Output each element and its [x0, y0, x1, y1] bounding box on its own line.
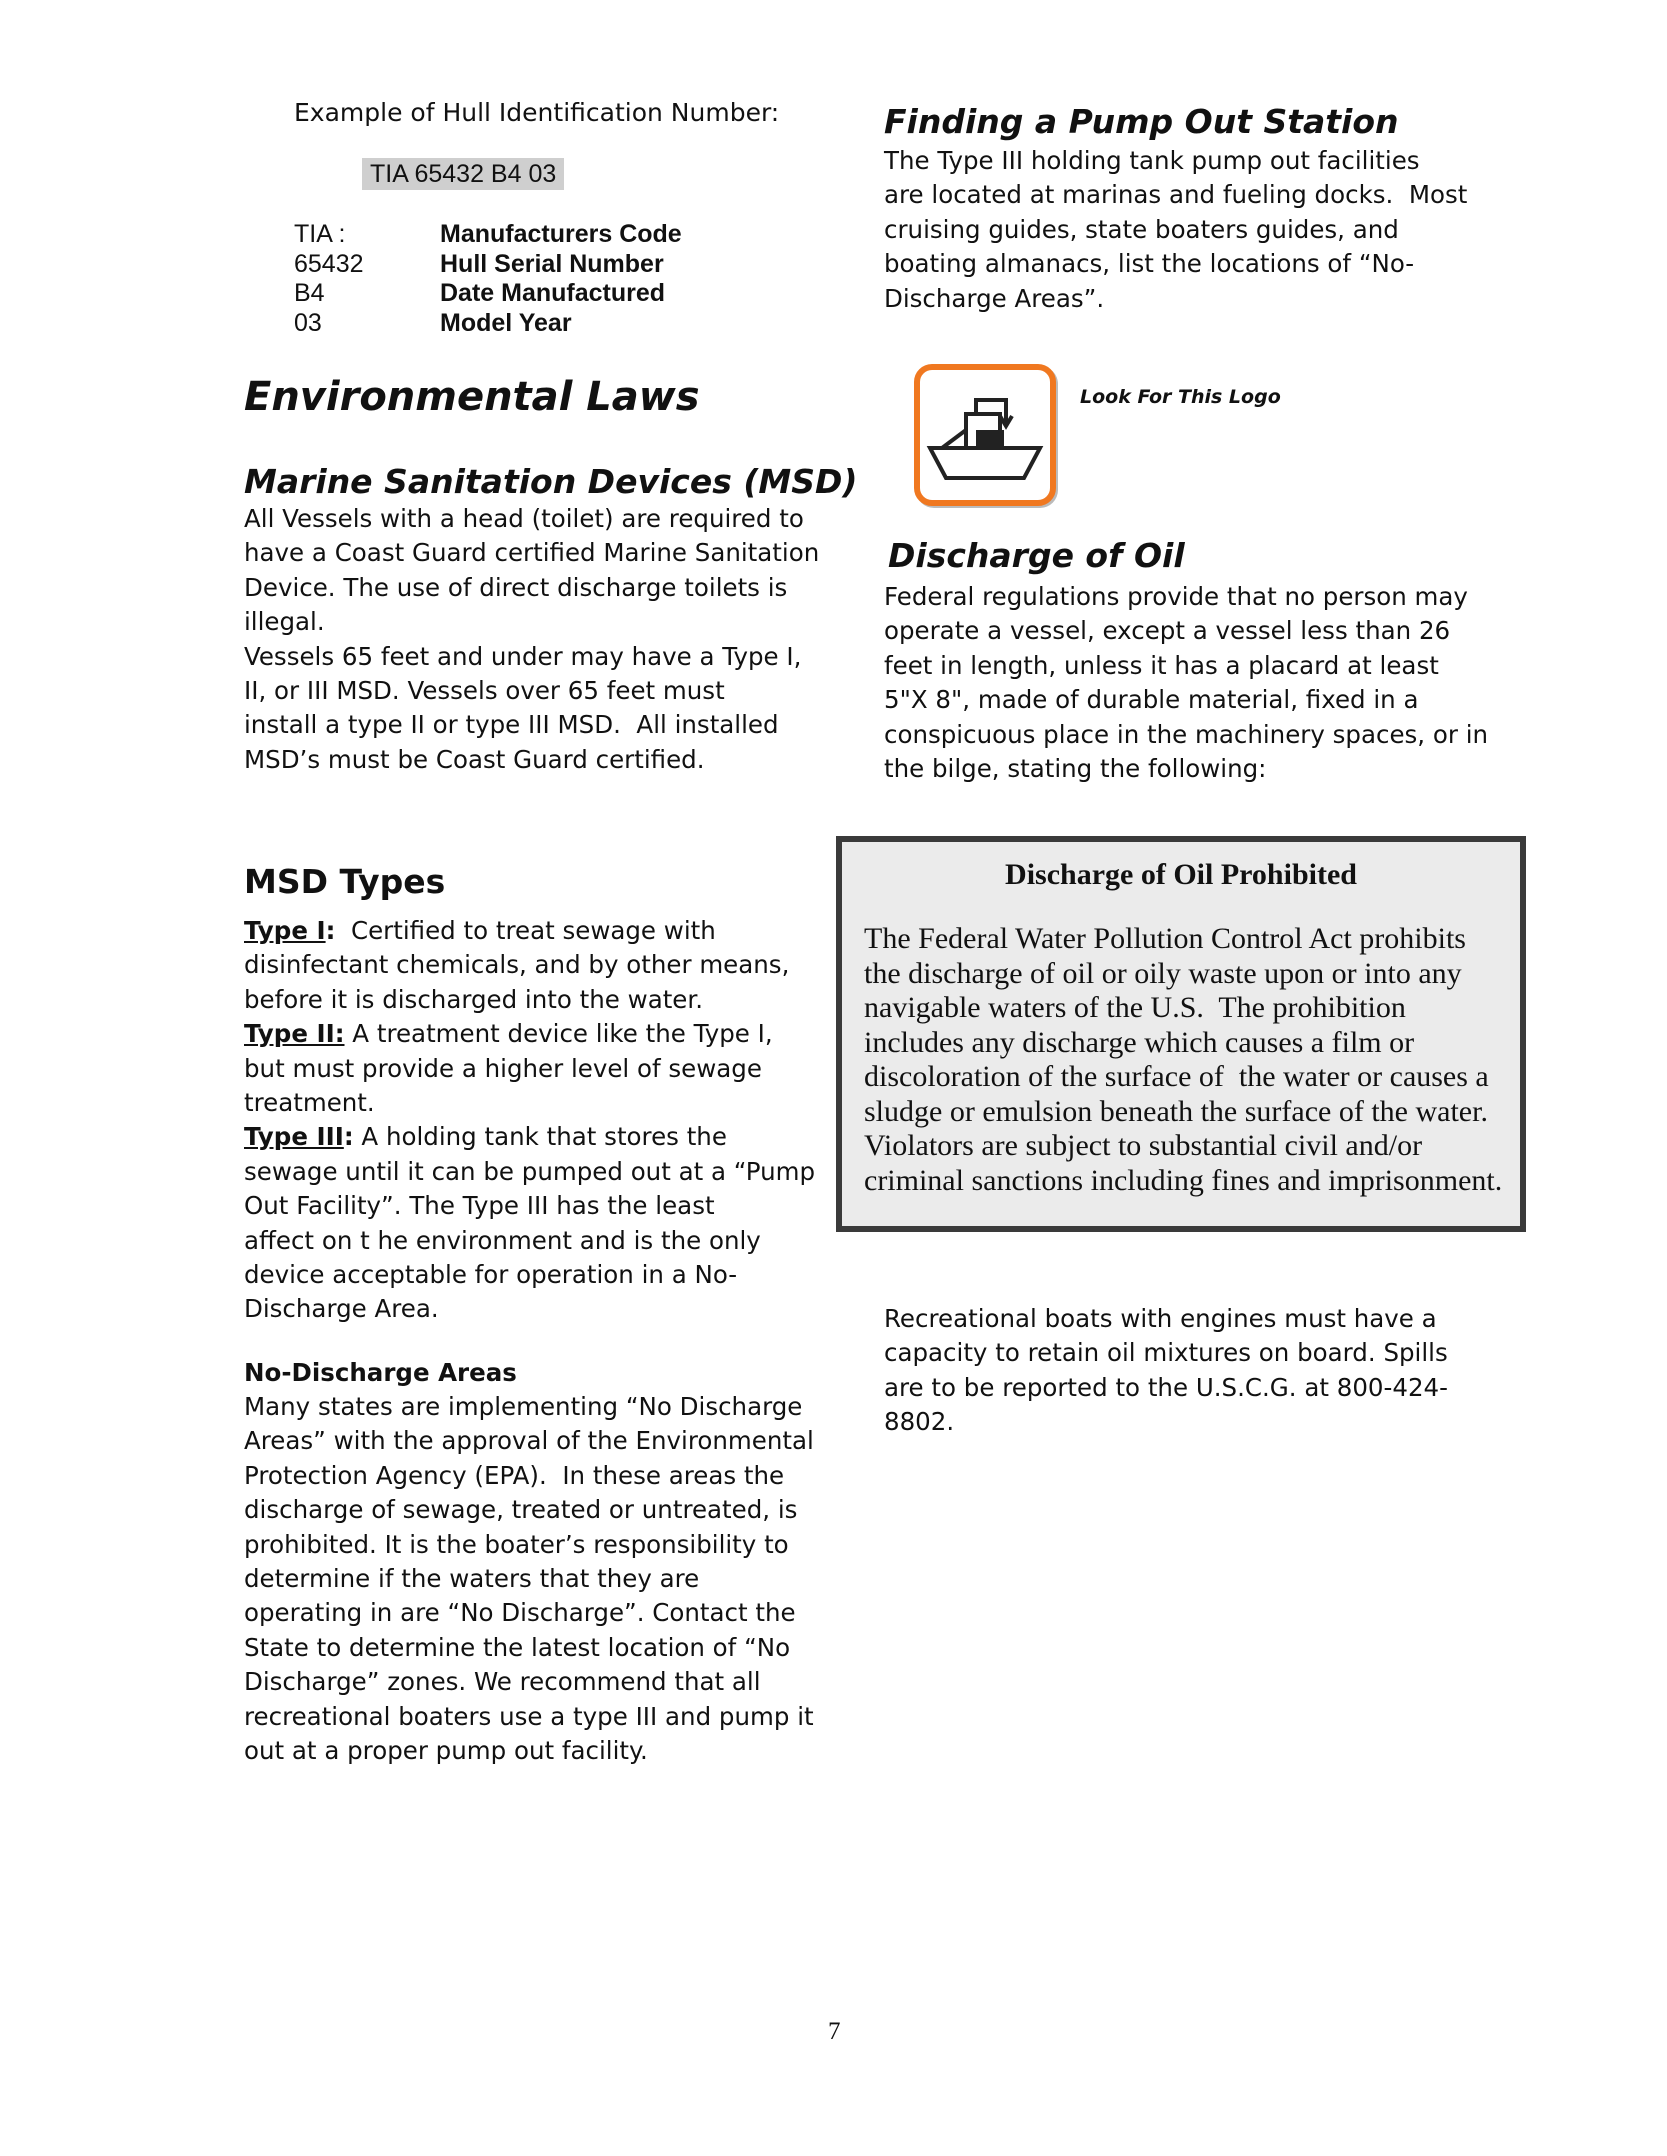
pump-out-line: The Type III holding tank pump out facilities	[884, 146, 1420, 175]
msd-line: illegal.	[244, 607, 325, 637]
notice-line: sludge or emulsion beneath the surface of the water.	[864, 1094, 1488, 1128]
oil-prohibited-notice	[836, 836, 1526, 1232]
no-discharge-heading: No-Discharge Areas	[244, 1358, 517, 1387]
notice-line: the discharge of oil or oily waste upon or into any	[864, 956, 1462, 990]
recreational-paragraph	[884, 1302, 1448, 1440]
type3-line: Discharge Area.	[244, 1294, 439, 1324]
no-discharge-line: operating in are “No Discharge”. Contact the	[244, 1598, 796, 1628]
no-discharge-line: State to determine the latest location of “No	[244, 1632, 791, 1662]
logo-label: Look For This Logo	[1080, 386, 1281, 408]
type2-line: but must provide a higher level of sewage	[244, 1053, 762, 1083]
msd-line: MSD’s must be Coast Guard certified.	[244, 744, 705, 774]
notice-body	[864, 922, 1503, 1198]
msd-line: install a type II or type III MSD. All installed	[244, 710, 779, 740]
no-discharge-line: recreational boaters use a type III and pump it	[244, 1701, 814, 1731]
type3-line: Out Facility”. The Type III has the least	[244, 1191, 715, 1221]
hin-intro: Example of Hull Identification Number:	[294, 98, 780, 127]
no-discharge-line: Protection Agency (EPA). In these areas the	[244, 1460, 785, 1490]
notice-line: Violators are subject to substantial civil and/or	[864, 1129, 1423, 1162]
type3-item	[244, 1120, 815, 1326]
recreational-line: are to be reported to the U.S.C.G. at 800-424-	[884, 1372, 1448, 1402]
msd-paragraph	[244, 502, 819, 777]
no-discharge-line: out at a proper pump out facility.	[244, 1736, 648, 1766]
pump-out-line: boating almanacs, list the locations of “No-	[884, 249, 1415, 279]
recreational-line: 8802.	[884, 1407, 955, 1437]
pump-out-heading: Finding a Pump Out Station	[884, 102, 1399, 141]
hin-row	[294, 220, 682, 250]
no-discharge-paragraph	[244, 1390, 814, 1768]
notice-line: discoloration of the surface of the water or causes a	[864, 1060, 1489, 1093]
discharge-oil-paragraph	[884, 580, 1488, 786]
msd-heading: Marine Sanitation Devices (MSD)	[244, 462, 858, 501]
recreational-line: Recreational boats with engines must have a	[884, 1304, 1437, 1333]
discharge-oil-line: conspicuous place in the machinery spaces, or in	[884, 719, 1489, 749]
msd-types-list	[244, 914, 815, 1327]
type1-label: Type I	[244, 916, 326, 945]
notice-line: includes any discharge which causes a film or	[864, 1025, 1415, 1059]
msd-line: Device. The use of direct discharge toilets is	[244, 572, 788, 602]
notice-title: Discharge of Oil Prohibited	[1005, 858, 1357, 891]
recreational-line: capacity to retain oil mixtures on board. Spills	[884, 1338, 1448, 1368]
hin-code: 03	[294, 308, 322, 337]
hin-example	[362, 160, 564, 189]
type3-line: device acceptable for operation in a No-	[244, 1260, 738, 1290]
type3-colon: :	[343, 1122, 354, 1152]
hin-table	[294, 220, 682, 338]
hin-code: TIA :	[294, 220, 346, 248]
hin-row	[294, 309, 682, 339]
hin-description: Manufacturers Code	[440, 220, 682, 248]
type3-line: sewage until it can be pumped out at a “Pump	[244, 1156, 816, 1186]
no-discharge-line: Many states are implementing “No Discharge	[244, 1392, 803, 1421]
no-discharge-line: discharge of sewage, treated or untreated, is	[244, 1495, 798, 1525]
notice-line: navigable waters of the U.S. The prohibition	[864, 991, 1406, 1024]
pump-out-line: cruising guides, state boaters guides, and	[884, 214, 1399, 244]
hin-example-value: TIA 65432 B4 03	[362, 158, 564, 190]
hin-description: Hull Serial Number	[440, 249, 664, 278]
type1-item	[244, 914, 815, 1017]
hin-row	[294, 279, 682, 309]
pump-out-line: Discharge Areas”.	[884, 283, 1105, 313]
type2-first-line: A treatment device like the Type I,	[344, 1019, 773, 1049]
discharge-oil-line: operate a vessel, except a vessel less than 26	[884, 616, 1451, 646]
msd-types-heading: MSD Types	[244, 862, 446, 901]
msd-line: Vessels 65 feet and under may have a Type I,	[244, 641, 802, 671]
no-discharge-line: prohibited. It is the boater’s responsibility to	[244, 1529, 789, 1559]
type2-label: Type II:	[244, 1019, 345, 1049]
discharge-oil-line: Federal regulations provide that no person may	[884, 582, 1468, 611]
pump-out-line: are located at marinas and fueling docks. Most	[884, 180, 1468, 210]
type3-label: Type III	[244, 1122, 344, 1152]
notice-line: The Federal Water Pollution Control Act prohibits	[864, 922, 1466, 955]
environmental-laws-heading: Environmental Laws	[244, 374, 700, 420]
type1-colon: :	[325, 916, 336, 945]
msd-line: All Vessels with a head (toilet) are required to	[244, 504, 804, 533]
hin-row	[294, 250, 682, 280]
hin-description: Model Year	[440, 308, 572, 337]
hin-code: B4	[294, 279, 325, 307]
type1-line: disinfectant chemicals, and by other means,	[244, 950, 790, 980]
hin-code: 65432	[294, 249, 364, 278]
pump-out-logo	[914, 364, 1056, 506]
type3-first-line: A holding tank that stores the	[353, 1122, 727, 1152]
type2-line: treatment.	[244, 1088, 375, 1118]
discharge-oil-line: the bilge, stating the following:	[884, 754, 1267, 784]
page-number: 7	[828, 2018, 841, 2045]
discharge-oil-line: feet in length, unless it has a placard at least	[884, 650, 1439, 680]
type1-line: before it is discharged into the water.	[244, 984, 703, 1014]
msd-line: II, or III MSD. Vessels over 65 feet must	[244, 676, 725, 706]
type2-item	[244, 1017, 815, 1120]
notice-line: criminal sanctions including fines and imprisonment.	[864, 1163, 1503, 1197]
type3-line: affect on t he environment and is the only	[244, 1225, 761, 1255]
pump-out-paragraph	[884, 144, 1467, 316]
discharge-oil-line: 5"X 8", made of durable material, fixed in a	[884, 685, 1419, 715]
pump-out-logo-icon	[920, 370, 1050, 500]
hin-description: Date Manufactured	[440, 279, 666, 307]
no-discharge-line: Discharge” zones. We recommend that all	[244, 1667, 761, 1697]
discharge-oil-heading: Discharge of Oil	[888, 536, 1185, 575]
msd-line: have a Coast Guard certified Marine Sanitation	[244, 538, 820, 568]
no-discharge-line: Areas” with the approval of the Environmental	[244, 1426, 814, 1456]
no-discharge-line: determine if the waters that they are	[244, 1564, 700, 1594]
type1-first-line: Certified to treat sewage with	[335, 916, 716, 945]
